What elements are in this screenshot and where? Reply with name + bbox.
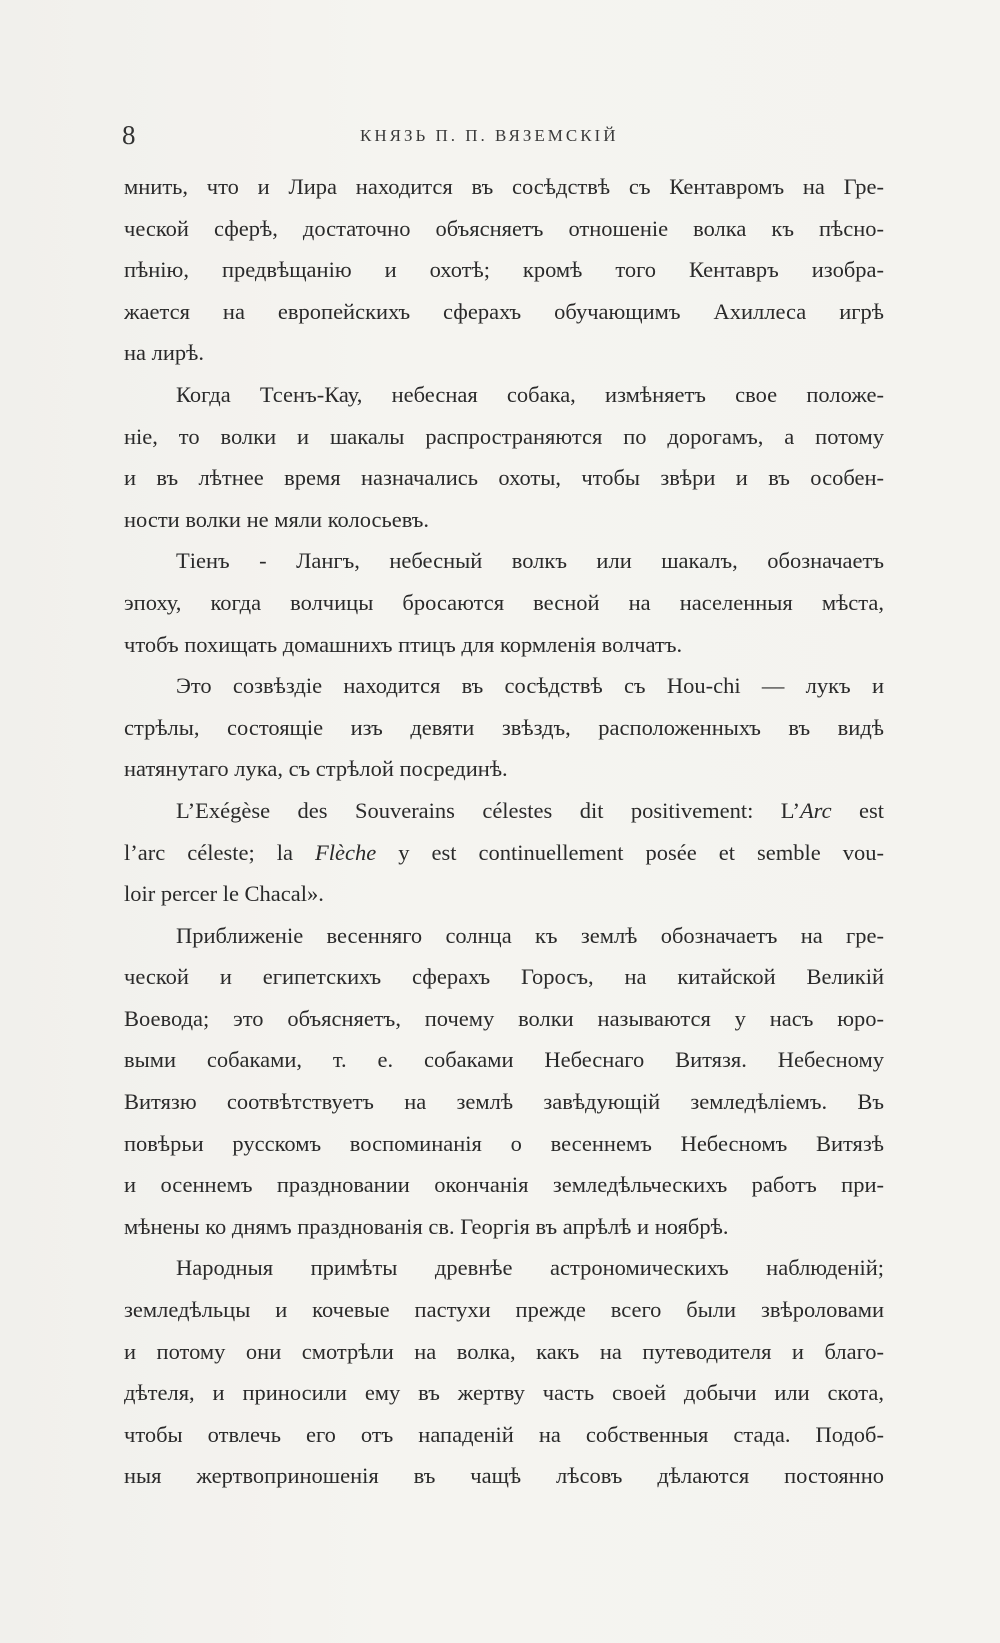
text-run: y est continuellement posée et semble vou- xyxy=(376,839,884,865)
text-line: ческой сферѣ, достаточно объясняетъ отношенiе волка къ пѣсно- xyxy=(124,215,884,241)
text-line: Когда Тсенъ-Кау, небесная собака, измѣняетъ свое положе- xyxy=(176,381,884,407)
text-line: Народныя примѣты древнѣе астрономическихъ наблюденiй; xyxy=(176,1255,884,1281)
text-line: и осеннемъ праздновании окончанiя земледѣльческихъ работъ при- xyxy=(124,1172,884,1198)
text-line: земледѣльцы и кочевые пастухи прежде всего были звѣроловами xyxy=(124,1297,884,1323)
paragraph xyxy=(124,790,884,915)
text-line: натянутаго лука, съ стрѣлой посрединѣ. xyxy=(124,756,508,782)
paragraph xyxy=(124,665,884,790)
text-line xyxy=(124,873,884,915)
text-line: Приближенiе весенняго солнца къ землѣ обозначаетъ на гре- xyxy=(176,922,884,948)
italic-run: Arc xyxy=(799,797,832,823)
text-line: Это созвѣздiе находится въ сосѣдствѣ съ Hou-chi — лукъ и xyxy=(176,673,884,699)
text-line: и въ лѣтнее время назначались охоты, чтобы звѣри и въ особен- xyxy=(124,465,884,491)
italic-run: Flèche xyxy=(314,839,377,865)
text-run: est xyxy=(831,797,884,823)
running-head: КНЯЗЬ П. П. ВЯЗЕМСКIЙ xyxy=(360,126,619,145)
text-line: на лирѣ. xyxy=(124,340,205,366)
paragraph xyxy=(124,915,884,1248)
text-line: ныя жертвоприношенiя въ чащѣ лѣсовъ дѣлаются постоянно xyxy=(124,1463,884,1489)
text-line xyxy=(124,790,884,832)
page-header xyxy=(122,116,882,156)
text-line: жается на европейскихъ сферахъ обучающимъ Ахиллеса игрѣ xyxy=(124,298,884,324)
text-line: ности волки не мяли колосьевъ. xyxy=(124,506,430,532)
text-line: ческой и египетскихъ сферахъ Горосъ, на китайской Великiй xyxy=(124,964,884,990)
paragraph xyxy=(124,540,884,665)
paragraph xyxy=(124,374,884,540)
text-line: выми собаками, т. е. собаками Небеснаго Витязя. Небесному xyxy=(124,1047,884,1073)
text-line: мѣнены ко днямъ празднованiя св. Георгiя въ апрѣлѣ и ноябрѣ. xyxy=(124,1213,729,1239)
paragraph xyxy=(124,1247,884,1497)
text-line: Воевода; это объясняетъ, почему волки называются у насъ юро- xyxy=(124,1005,884,1031)
text-run: loir percer le Chacal». xyxy=(124,881,324,907)
text-line: повѣрьи русскомъ воспоминанiя о весеннемъ Небесномъ Витязѣ xyxy=(124,1130,884,1156)
body-text xyxy=(124,166,884,1497)
page-number: 8 xyxy=(122,120,136,150)
text-line: пѣнiю, предвѣщанiю и охотѣ; кромѣ того Кентавръ изобра- xyxy=(124,257,884,283)
text-line: и потому они смотрѣли на волка, какъ на путеводителя и благо- xyxy=(124,1338,884,1364)
text-run: L’Exégèse des Souverains célestes dit positivement: L’ xyxy=(176,797,800,823)
text-line: эпоху, когда волчицы бросаются весной на населенныя мѣста, xyxy=(124,589,884,615)
text-line: Витязю соотвѣтствуетъ на землѣ завѣдующiй земледѣлiемъ. Въ xyxy=(124,1089,884,1115)
text-line: чтобъ похищать домашнихъ птицъ для кормленiя волчатъ. xyxy=(124,631,683,657)
text-line: мнить, что и Лира находится въ сосѣдствѣ съ Кентавромъ на Гре- xyxy=(124,174,884,199)
text-line xyxy=(124,832,884,874)
text-run: l’arc céleste; la xyxy=(124,839,315,865)
text-line: чтобы отвлечь его отъ нападенiй на собственныя стада. Подоб- xyxy=(124,1421,884,1447)
text-line: нiе, то волки и шакалы распространяются по дорогамъ, а потому xyxy=(124,423,884,449)
text-line: стрѣлы, состоящiе изъ девяти звѣздъ, расположенныхъ въ видѣ xyxy=(124,714,884,740)
paragraph xyxy=(124,166,884,374)
text-line: Тiенъ - Лангъ, небесный волкъ или шакалъ, обозначаетъ xyxy=(176,548,884,574)
text-line: дѣтеля, и приносили ему въ жертву часть своей добычи или скота, xyxy=(124,1380,884,1406)
